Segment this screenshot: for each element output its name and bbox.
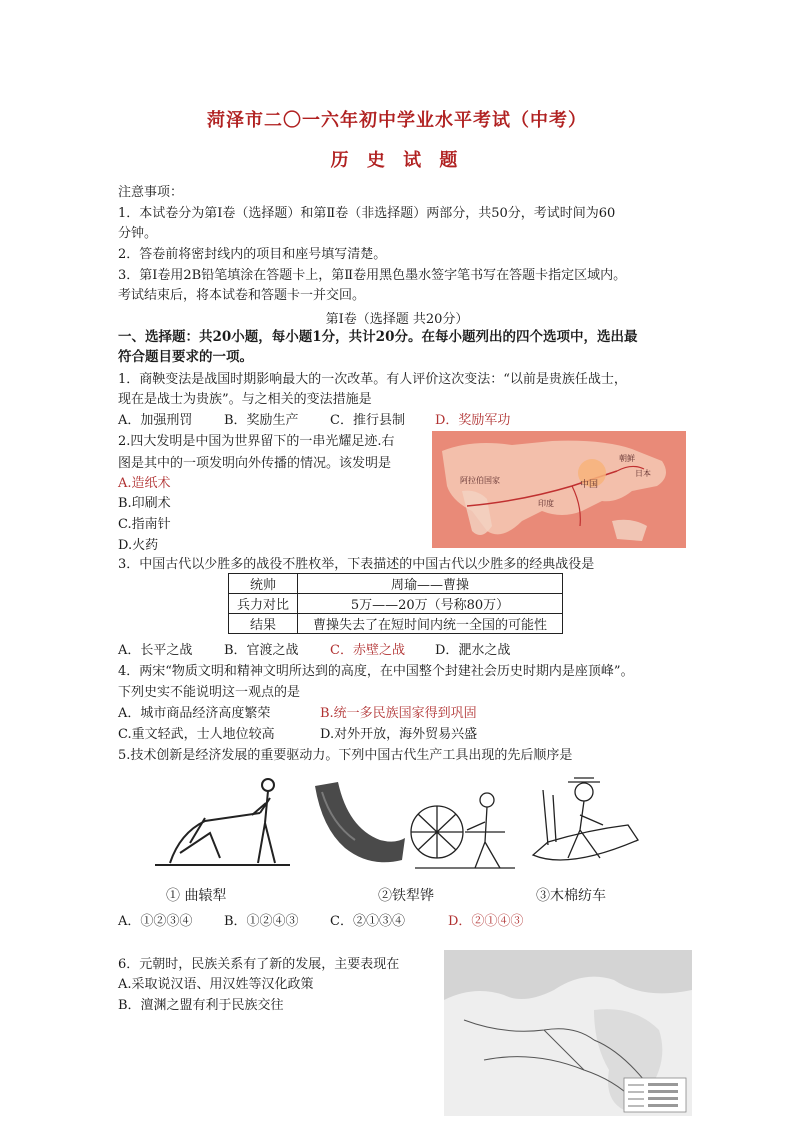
q5-caption: ②铁犁铧: [378, 888, 434, 904]
q5-option-d: D．②①④③: [448, 914, 524, 929]
notice-item: 考试结束后，将本试卷和答题卡一并交回。: [118, 288, 366, 303]
q4-stem: 4．两宋“物质文明和精神文明所达到的高度，在中国整个封建社会历史时期内是座顶峰”。: [118, 664, 634, 679]
notice-item: 1．本试卷分为第Ⅰ卷（选择题）和第Ⅱ卷（非选择题）两部分，共50分，考试时间为60: [118, 206, 616, 221]
section-instruction: 一、选择题：共20小题，每小题1分，共计20分。在每小题列出的四个选项中，选出最: [118, 329, 638, 345]
notice-item: 2．答卷前将密封线内的项目和座号填写清楚。: [118, 247, 387, 262]
map-label: 日本: [635, 469, 651, 478]
q1-stem: 现在是战士为贵族”。与之相关的变法措施是: [118, 392, 372, 407]
table-cell: 曹操失去了在短时间内统一全国的可能性: [298, 614, 563, 634]
notice-item: 分钟。: [118, 226, 158, 241]
q2-option-d: D.火药: [118, 538, 159, 553]
q2-option-a: A.造纸术: [118, 476, 171, 491]
q6-stem: 6．元朝时，民族关系有了新的发展，主要表现在: [118, 957, 400, 972]
q1-option-a: A．加强刑罚: [118, 413, 193, 428]
q3-option-a: A．长平之战: [118, 643, 193, 658]
table-cell: 统帅: [229, 574, 298, 594]
q5-option-c: C．②①③④: [330, 914, 405, 929]
map-label: 中国: [580, 480, 599, 490]
q4-stem: 下列史实不能说明这一观点的是: [118, 685, 301, 700]
q4-option-b: B.统一多民族国家得到巩固: [320, 706, 477, 721]
iron-ploughshare-image: [310, 778, 410, 870]
exam-subtitle: 历 史 试 题: [330, 150, 464, 171]
curved-plough-image: [150, 773, 300, 873]
table-cell: 周瑜——曹操: [298, 574, 563, 594]
q3-stem: 3．中国古代以少胜多的战役不胜枚举，下表描述的中国古代以少胜多的经典战役是: [118, 557, 595, 572]
q5-option-b: B．①②④③: [224, 914, 299, 929]
q1-option-d: D．奖励军功: [435, 413, 511, 428]
table-row: [229, 614, 563, 634]
q4-option-c: C.重文轻武，士人地位较高: [118, 727, 275, 742]
q1-option-c: C．推行县制: [330, 413, 405, 428]
q3-option-c: C．赤壁之战: [330, 643, 405, 658]
q5-option-a: A．①②③④: [118, 914, 193, 929]
q3-option-d: D．淝水之战: [435, 643, 511, 658]
spinning-figure-image: [528, 770, 643, 872]
war-route-map-image: [444, 950, 692, 1116]
q3-table: [228, 573, 563, 634]
spread-map-image: [432, 431, 686, 548]
q2-stem: 图是其中的一项发明向外传播的情况。该发明是: [118, 456, 392, 471]
table-cell: 5万——20万（号称80万）: [298, 594, 563, 614]
q2-option-b: B.印刷术: [118, 496, 171, 511]
notice-heading: 注意事项：: [118, 185, 184, 200]
q2-option-c: C.指南针: [118, 517, 171, 532]
q3-option-b: B．官渡之战: [224, 643, 299, 658]
map-label: 印度: [538, 499, 554, 508]
q6-option-a: A.采取说汉语、用汉姓等汉化政策: [118, 977, 314, 992]
map-label: 阿拉伯国家: [460, 476, 500, 485]
map-label: 朝鲜: [619, 454, 635, 463]
q6-option-b: B．澶渊之盟有利于民族交往: [118, 998, 284, 1013]
q5-caption: ③木棉纺车: [536, 888, 606, 904]
q4-option-a: A．城市商品经济高度繁荣: [118, 706, 271, 721]
section-label: 第Ⅰ卷（选择题 共20分）: [325, 312, 469, 327]
q4-option-d: D.对外开放，海外贸易兴盛: [320, 727, 478, 742]
q5-caption: ① 曲辕犁: [166, 888, 227, 904]
q1-stem: 1．商鞅变法是战国时期影响最大的一次改革。有人评价这次变法：“以前是贵族任战士，: [118, 372, 627, 387]
spinning-wheel-image: [405, 782, 523, 874]
notice-item: 3．第Ⅰ卷用2B铅笔填涂在答题卡上，第Ⅱ卷用黑色墨水签字笔书写在答题卡指定区域内。: [118, 268, 627, 283]
table-row: [229, 594, 563, 614]
table-cell: 兵力对比: [229, 594, 298, 614]
exam-title: 菏泽市二〇一六年初中学业水平考试（中考）: [207, 110, 587, 131]
table-cell: 结果: [229, 614, 298, 634]
q5-stem: 5.技术创新是经济发展的重要驱动力。下列中国古代生产工具出现的先后顺序是: [118, 748, 573, 763]
section-instruction: 符合题目要求的一项。: [118, 349, 253, 365]
q2-stem: 2.四大发明是中国为世界留下的一串光耀足迹.右: [118, 434, 395, 449]
q1-option-b: B．奖励生产: [224, 413, 299, 428]
table-row: [229, 574, 563, 594]
